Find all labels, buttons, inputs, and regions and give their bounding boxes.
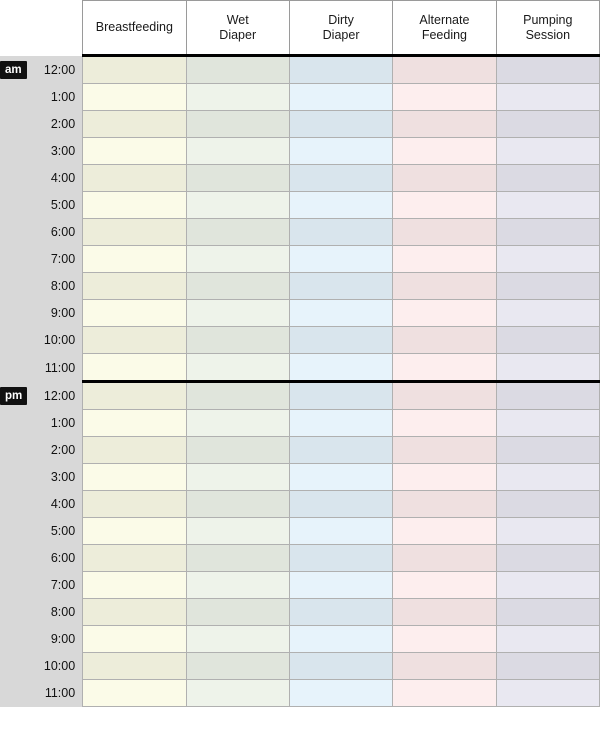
cell-breastfeeding[interactable] <box>83 572 186 599</box>
cell-alternate-feeding[interactable] <box>393 246 496 273</box>
table-header <box>0 1 600 56</box>
cell-dirty-diaper[interactable] <box>289 300 392 327</box>
table-row <box>0 246 600 273</box>
table-row <box>0 56 600 84</box>
row-time-label: 3:00 <box>31 138 83 165</box>
cell-pumping-session[interactable] <box>496 327 599 354</box>
cell-breastfeeding[interactable] <box>83 680 186 707</box>
cell-wet-diaper[interactable] <box>186 680 289 707</box>
column-header-pumping-session <box>496 1 599 56</box>
table-row <box>0 273 600 300</box>
cell-pumping-session[interactable] <box>496 437 599 464</box>
table-row <box>0 300 600 327</box>
row-ampm-label <box>0 599 31 626</box>
cell-wet-diaper[interactable] <box>186 572 289 599</box>
row-ampm-label <box>0 464 31 491</box>
cell-alternate-feeding[interactable] <box>393 84 496 111</box>
row-ampm-label <box>0 410 31 437</box>
cell-pumping-session[interactable] <box>496 354 599 382</box>
cell-breastfeeding[interactable] <box>83 599 186 626</box>
row-time-label: 11:00 <box>31 680 83 707</box>
cell-dirty-diaper[interactable] <box>289 84 392 111</box>
header-row <box>0 1 600 56</box>
cell-breastfeeding[interactable] <box>83 273 186 300</box>
table-row <box>0 572 600 599</box>
cell-breastfeeding[interactable] <box>83 111 186 138</box>
column-header-label-line2: Session <box>525 27 571 42</box>
cell-wet-diaper[interactable] <box>186 410 289 437</box>
cell-pumping-session[interactable] <box>496 491 599 518</box>
ampm-tag: am <box>0 61 27 79</box>
table-row <box>0 599 600 626</box>
table-row <box>0 354 600 382</box>
cell-breastfeeding[interactable] <box>83 56 186 84</box>
cell-alternate-feeding[interactable] <box>393 219 496 246</box>
cell-pumping-session[interactable] <box>496 165 599 192</box>
cell-wet-diaper[interactable] <box>186 56 289 84</box>
cell-dirty-diaper[interactable] <box>289 327 392 354</box>
row-ampm-label <box>0 354 31 382</box>
cell-alternate-feeding[interactable] <box>393 545 496 572</box>
cell-alternate-feeding[interactable] <box>393 464 496 491</box>
table-row <box>0 382 600 410</box>
cell-dirty-diaper[interactable] <box>289 680 392 707</box>
cell-dirty-diaper[interactable] <box>289 491 392 518</box>
row-ampm-label <box>0 138 31 165</box>
cell-dirty-diaper[interactable] <box>289 626 392 653</box>
cell-dirty-diaper[interactable] <box>289 219 392 246</box>
row-ampm-label <box>0 572 31 599</box>
cell-wet-diaper[interactable] <box>186 165 289 192</box>
cell-breastfeeding[interactable] <box>83 246 186 273</box>
row-ampm-label <box>0 626 31 653</box>
row-time-label: 8:00 <box>31 599 83 626</box>
cell-dirty-diaper[interactable] <box>289 545 392 572</box>
cell-breastfeeding[interactable] <box>83 138 186 165</box>
row-time-label: 5:00 <box>31 192 83 219</box>
cell-breastfeeding[interactable] <box>83 545 186 572</box>
cell-breastfeeding[interactable] <box>83 518 186 545</box>
cell-dirty-diaper[interactable] <box>289 599 392 626</box>
cell-alternate-feeding[interactable] <box>393 491 496 518</box>
column-header-dirty-diaper <box>289 1 392 56</box>
cell-dirty-diaper[interactable] <box>289 572 392 599</box>
cell-pumping-session[interactable] <box>496 192 599 219</box>
row-ampm-label <box>0 165 31 192</box>
cell-pumping-session[interactable] <box>496 382 599 410</box>
cell-dirty-diaper[interactable] <box>289 464 392 491</box>
row-ampm-label <box>0 437 31 464</box>
cell-breastfeeding[interactable] <box>83 192 186 219</box>
row-ampm-label <box>0 246 31 273</box>
table-row <box>0 219 600 246</box>
cell-alternate-feeding[interactable] <box>393 653 496 680</box>
cell-dirty-diaper[interactable] <box>289 192 392 219</box>
row-ampm-label <box>0 518 31 545</box>
column-header-breastfeeding <box>83 1 186 56</box>
table-row <box>0 653 600 680</box>
cell-wet-diaper[interactable] <box>186 327 289 354</box>
cell-wet-diaper[interactable] <box>186 464 289 491</box>
cell-wet-diaper[interactable] <box>186 354 289 382</box>
cell-wet-diaper[interactable] <box>186 653 289 680</box>
row-time-label: 9:00 <box>31 300 83 327</box>
column-header-label-line1: Alternate <box>419 12 470 27</box>
column-header-label-line2: Feeding <box>421 27 468 42</box>
row-time-label: 8:00 <box>31 273 83 300</box>
cell-alternate-feeding[interactable] <box>393 273 496 300</box>
row-time-label: 12:00 <box>31 56 83 84</box>
table-row <box>0 437 600 464</box>
row-time-label: 11:00 <box>31 354 83 382</box>
cell-wet-diaper[interactable] <box>186 491 289 518</box>
column-header-alternate-feeding <box>393 1 496 56</box>
column-header-label-line1: Pumping <box>523 12 573 27</box>
column-header-label: Breastfeeding <box>95 20 173 34</box>
row-ampm-label <box>0 273 31 300</box>
row-time-label: 4:00 <box>31 491 83 518</box>
cell-pumping-session[interactable] <box>496 111 599 138</box>
cell-alternate-feeding[interactable] <box>393 165 496 192</box>
cell-pumping-session[interactable] <box>496 219 599 246</box>
row-time-label: 10:00 <box>31 653 83 680</box>
row-ampm-label <box>0 491 31 518</box>
row-ampm-label <box>0 653 31 680</box>
cell-dirty-diaper[interactable] <box>289 410 392 437</box>
cell-pumping-session[interactable] <box>496 518 599 545</box>
cell-alternate-feeding[interactable] <box>393 327 496 354</box>
row-time-label: 10:00 <box>31 327 83 354</box>
cell-wet-diaper[interactable] <box>186 518 289 545</box>
row-ampm-label <box>0 680 31 707</box>
cell-alternate-feeding[interactable] <box>393 626 496 653</box>
cell-dirty-diaper[interactable] <box>289 56 392 84</box>
row-time-label: 6:00 <box>31 219 83 246</box>
cell-alternate-feeding[interactable] <box>393 111 496 138</box>
cell-breastfeeding[interactable] <box>83 464 186 491</box>
row-ampm-label <box>0 327 31 354</box>
table-row <box>0 165 600 192</box>
cell-wet-diaper[interactable] <box>186 626 289 653</box>
cell-pumping-session[interactable] <box>496 572 599 599</box>
cell-breastfeeding[interactable] <box>83 626 186 653</box>
row-time-label: 4:00 <box>31 165 83 192</box>
cell-dirty-diaper[interactable] <box>289 518 392 545</box>
cell-breastfeeding[interactable] <box>83 165 186 192</box>
cell-alternate-feeding[interactable] <box>393 382 496 410</box>
cell-breastfeeding[interactable] <box>83 84 186 111</box>
cell-wet-diaper[interactable] <box>186 382 289 410</box>
cell-alternate-feeding[interactable] <box>393 518 496 545</box>
cell-pumping-session[interactable] <box>496 680 599 707</box>
row-ampm-label <box>0 192 31 219</box>
cell-dirty-diaper[interactable] <box>289 382 392 410</box>
cell-dirty-diaper[interactable] <box>289 653 392 680</box>
cell-wet-diaper[interactable] <box>186 599 289 626</box>
row-time-label: 9:00 <box>31 626 83 653</box>
column-header-label-line2: Diaper <box>219 27 257 42</box>
cell-wet-diaper[interactable] <box>186 138 289 165</box>
cell-pumping-session[interactable] <box>496 464 599 491</box>
cell-breastfeeding[interactable] <box>83 653 186 680</box>
cell-dirty-diaper[interactable] <box>289 111 392 138</box>
table-row <box>0 327 600 354</box>
cell-breastfeeding[interactable] <box>83 410 186 437</box>
cell-wet-diaper[interactable] <box>186 84 289 111</box>
row-ampm-label <box>0 56 31 84</box>
column-header-label-line1: Dirty <box>328 12 354 27</box>
cell-pumping-session[interactable] <box>496 653 599 680</box>
cell-wet-diaper[interactable] <box>186 545 289 572</box>
cell-pumping-session[interactable] <box>496 56 599 84</box>
cell-breastfeeding[interactable] <box>83 382 186 410</box>
column-header-label-line1: Wet <box>226 12 249 27</box>
table-row <box>0 138 600 165</box>
cell-alternate-feeding[interactable] <box>393 599 496 626</box>
cell-wet-diaper[interactable] <box>186 219 289 246</box>
cell-pumping-session[interactable] <box>496 626 599 653</box>
row-ampm-label <box>0 300 31 327</box>
row-time-label: 1:00 <box>31 410 83 437</box>
ampm-tag: pm <box>0 387 27 405</box>
cell-dirty-diaper[interactable] <box>289 138 392 165</box>
row-ampm-label <box>0 219 31 246</box>
cell-wet-diaper[interactable] <box>186 111 289 138</box>
table-row <box>0 626 600 653</box>
cell-breastfeeding[interactable] <box>83 327 186 354</box>
row-time-label: 5:00 <box>31 518 83 545</box>
table-row <box>0 111 600 138</box>
cell-alternate-feeding[interactable] <box>393 138 496 165</box>
cell-alternate-feeding[interactable] <box>393 300 496 327</box>
cell-dirty-diaper[interactable] <box>289 437 392 464</box>
cell-alternate-feeding[interactable] <box>393 410 496 437</box>
row-ampm-label <box>0 111 31 138</box>
row-time-label: 7:00 <box>31 572 83 599</box>
cell-wet-diaper[interactable] <box>186 192 289 219</box>
cell-dirty-diaper[interactable] <box>289 246 392 273</box>
table-row <box>0 545 600 572</box>
table-body <box>0 56 600 707</box>
cell-alternate-feeding[interactable] <box>393 572 496 599</box>
corner-time-cell <box>31 1 83 56</box>
row-ampm-label <box>0 382 31 410</box>
column-header-wet-diaper <box>186 1 289 56</box>
table-row <box>0 410 600 437</box>
cell-pumping-session[interactable] <box>496 84 599 111</box>
cell-pumping-session[interactable] <box>496 273 599 300</box>
column-header-label-line2: Diaper <box>322 27 360 42</box>
cell-dirty-diaper[interactable] <box>289 354 392 382</box>
table-row <box>0 84 600 111</box>
cell-pumping-session[interactable] <box>496 138 599 165</box>
row-time-label: 7:00 <box>31 246 83 273</box>
cell-pumping-session[interactable] <box>496 300 599 327</box>
cell-alternate-feeding[interactable] <box>393 192 496 219</box>
row-time-label: 1:00 <box>31 84 83 111</box>
cell-breastfeeding[interactable] <box>83 219 186 246</box>
cell-breastfeeding[interactable] <box>83 354 186 382</box>
cell-breastfeeding[interactable] <box>83 437 186 464</box>
cell-pumping-session[interactable] <box>496 545 599 572</box>
cell-alternate-feeding[interactable] <box>393 354 496 382</box>
table-row <box>0 491 600 518</box>
cell-dirty-diaper[interactable] <box>289 273 392 300</box>
cell-wet-diaper[interactable] <box>186 437 289 464</box>
row-time-label: 6:00 <box>31 545 83 572</box>
cell-alternate-feeding[interactable] <box>393 680 496 707</box>
table-row <box>0 192 600 219</box>
cell-breastfeeding[interactable] <box>83 491 186 518</box>
corner-ampm-cell <box>0 1 31 56</box>
cell-breastfeeding[interactable] <box>83 300 186 327</box>
cell-pumping-session[interactable] <box>496 599 599 626</box>
cell-wet-diaper[interactable] <box>186 246 289 273</box>
table-row <box>0 464 600 491</box>
row-ampm-label <box>0 84 31 111</box>
cell-wet-diaper[interactable] <box>186 300 289 327</box>
row-time-label: 2:00 <box>31 437 83 464</box>
cell-alternate-feeding[interactable] <box>393 437 496 464</box>
row-ampm-label <box>0 545 31 572</box>
table-row <box>0 680 600 707</box>
cell-wet-diaper[interactable] <box>186 273 289 300</box>
table-row <box>0 518 600 545</box>
cell-pumping-session[interactable] <box>496 246 599 273</box>
cell-alternate-feeding[interactable] <box>393 56 496 84</box>
cell-dirty-diaper[interactable] <box>289 165 392 192</box>
row-time-label: 12:00 <box>31 382 83 410</box>
row-time-label: 2:00 <box>31 111 83 138</box>
cell-pumping-session[interactable] <box>496 410 599 437</box>
row-time-label: 3:00 <box>31 464 83 491</box>
